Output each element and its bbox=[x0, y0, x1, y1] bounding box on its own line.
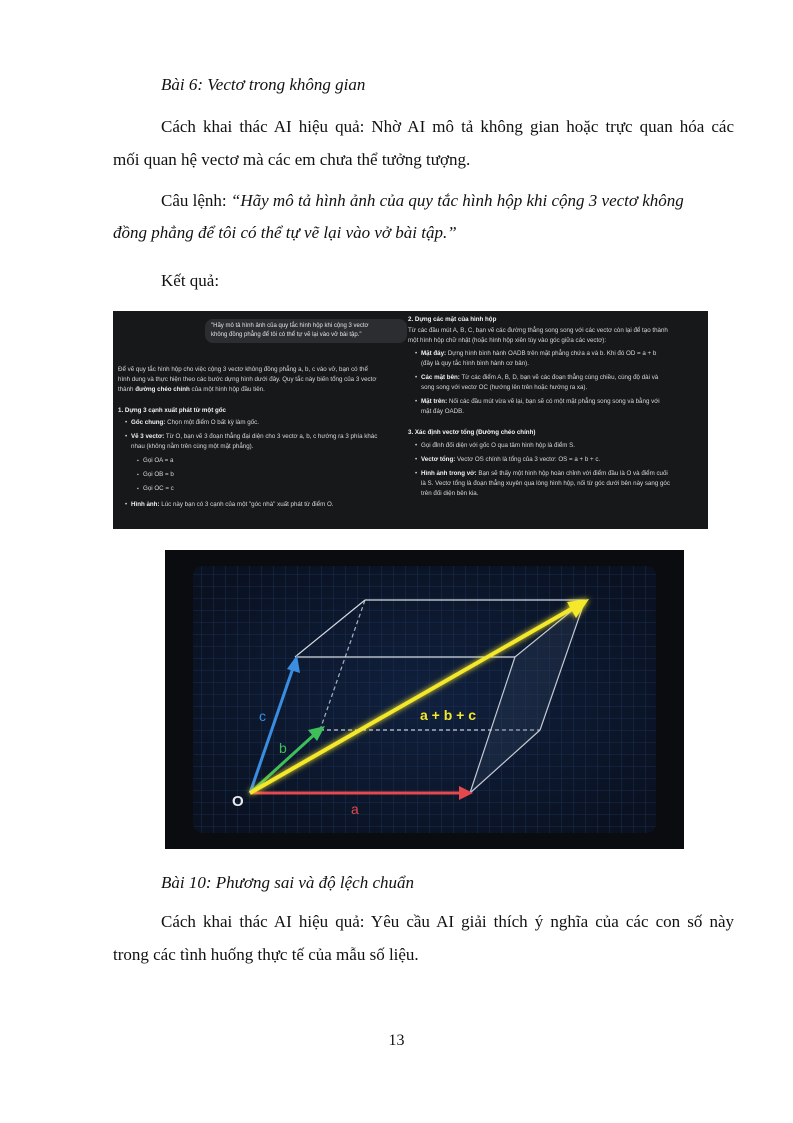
s3-image-line3: trên đối diện bên kia. bbox=[421, 490, 479, 497]
label-o: O bbox=[232, 793, 244, 810]
user-message-bubble bbox=[205, 319, 407, 343]
lesson6-method-line1: Cách khai thác AI hiệu quả: Nhờ AI mô tả không gian hoặc trực quan hóa các bbox=[161, 117, 734, 136]
s2-side-item: • Các mặt bên: Từ các điểm A, B, D, bạn vẽ các đoạn thẳng cùng chiều, cùng độ dài và bbox=[421, 373, 658, 383]
prompt-label: Câu lệnh: bbox=[161, 191, 227, 210]
lesson6-prompt-line1 bbox=[161, 186, 734, 216]
user-message-line1: "Hãy mô tả hình ảnh của quy tắc hình hộp khi cộng 3 vectơ bbox=[211, 323, 369, 329]
lesson10-title: Bài 10: Phương sai và độ lệch chuẩn bbox=[161, 873, 414, 892]
s3-sum-item: • Vectơ tổng: Vectơ OS chính là tổng của 3 vectơ: OS = a + b + c. bbox=[421, 455, 600, 465]
s2-base-item: • Mặt đáy: Dựng hình bình hành OADB trên mặt phẳng chứa a và b. Khi đó OD = a + b bbox=[421, 349, 656, 359]
result-label: Kết quả: bbox=[161, 271, 220, 290]
s1-draw-line2: nhau (không nằm trên cùng một mặt phẳng). bbox=[131, 443, 254, 450]
page-number: 13 bbox=[388, 1032, 405, 1049]
intro-line2: hình dung và thực hiện theo các bước dựng hình dưới đây. Quy tắc này biến tổng của 3 vectơ bbox=[118, 376, 377, 383]
lesson10-method-line1: Cách khai thác AI hiệu quả: Yêu cầu AI giải thích ý nghĩa của các con số này bbox=[161, 912, 734, 931]
label-b: b bbox=[279, 740, 287, 756]
intro-line1: Để vẽ quy tắc hình hộp cho việc cộng 3 vectơ không đồng phẳng a, b, c vào vở, bạn có thể bbox=[118, 366, 368, 373]
s2-top-line2: mặt đáy OADB. bbox=[421, 408, 464, 415]
s1-ob: ▪ Gọi OB = b bbox=[143, 470, 174, 480]
s1-origin-item: • Gốc chung: Chọn một điểm O bất kỳ làm gốc. bbox=[131, 418, 259, 428]
lesson10-method-line2: trong các tình huống thực tế của mẫu số liệu. bbox=[113, 945, 419, 964]
s2-intro-line2: một hình hộp chữ nhật (hoặc hình hộp xiên tùy vào góc giữa các vectơ): bbox=[408, 337, 607, 344]
s2-top-item: • Mặt trên: Nối các đầu mút vừa vẽ lại, bạn sẽ có một mặt phẳng song song và bằng với bbox=[421, 397, 660, 407]
label-sum: a + b + c bbox=[420, 707, 477, 723]
s1-oa: ▪ Gọi OA = a bbox=[143, 456, 173, 466]
s3-intro-item: • Gọi đỉnh đối diện với gốc O qua tâm hình hộp là điểm S. bbox=[421, 441, 575, 451]
s2-side-line2: song song với vectơ OC (hướng lên trên hoặc hướng ra xa). bbox=[421, 384, 588, 391]
prompt-text-line2: đồng phẳng để tôi có thể tự vẽ lại vào vở bài tập.” bbox=[113, 223, 457, 242]
s1-image-item: • Hình ảnh: Lúc này bạn có 3 cạnh của một "góc nhà" xuất phát từ điểm O. bbox=[131, 500, 334, 510]
user-message-line2: không đồng phẳng để tôi có thể tự vẽ lại vào vở bài tập." bbox=[211, 332, 362, 338]
s3-image-line2: là S. Vectơ tổng là đoạn thẳng xuyên qua lòng hình hộp, nối từ góc dưới bên này sang góc bbox=[421, 480, 670, 487]
s2-base-line2: (đây là quy tắc hình bình hành cơ bản). bbox=[421, 360, 529, 367]
label-c: c bbox=[259, 708, 266, 724]
section3-heading: 3. Xác định vectơ tổng (Đường chéo chính) bbox=[408, 429, 536, 436]
ai-chat-screenshot bbox=[113, 311, 708, 529]
parallelepiped-figure bbox=[165, 550, 684, 849]
s3-image-item: • Hình ảnh trong vở: Bạn sẽ thấy một hình hộp hoàn chỉnh với điểm đầu là O và điểm cuối bbox=[421, 469, 668, 479]
label-a: a bbox=[351, 801, 359, 817]
intro-line3: thành đường chéo chính của một hình hộp đầu tiên. bbox=[118, 386, 265, 393]
s1-oc: ▪ Gọi OC = c bbox=[143, 484, 174, 494]
section1-heading: 1. Dựng 3 cạnh xuất phát từ một gốc bbox=[118, 407, 226, 414]
prompt-text-line1: “Hãy mô tả hình ảnh của quy tắc hình hộp khi cộng 3 vectơ không bbox=[230, 191, 684, 210]
lesson6-title: Bài 6: Vectơ trong không gian bbox=[161, 75, 366, 94]
lesson6-method-line2: mối quan hệ vectơ mà các em chưa thể tưởng tượng. bbox=[113, 150, 471, 169]
s1-draw-item: • Vẽ 3 vectơ: Từ O, bạn vẽ 3 đoạn thẳng đại diện cho 3 vectơ a, b, c hướng ra 3 phía khác bbox=[131, 432, 377, 442]
s2-intro-line1: Từ các đầu mút A, B, C, bạn vẽ các đường thẳng song song với các vectơ còn lại để tạo thành bbox=[408, 327, 668, 334]
section2-heading: 2. Dựng các mặt của hình hộp bbox=[408, 316, 497, 323]
vector-diagram bbox=[165, 550, 684, 849]
